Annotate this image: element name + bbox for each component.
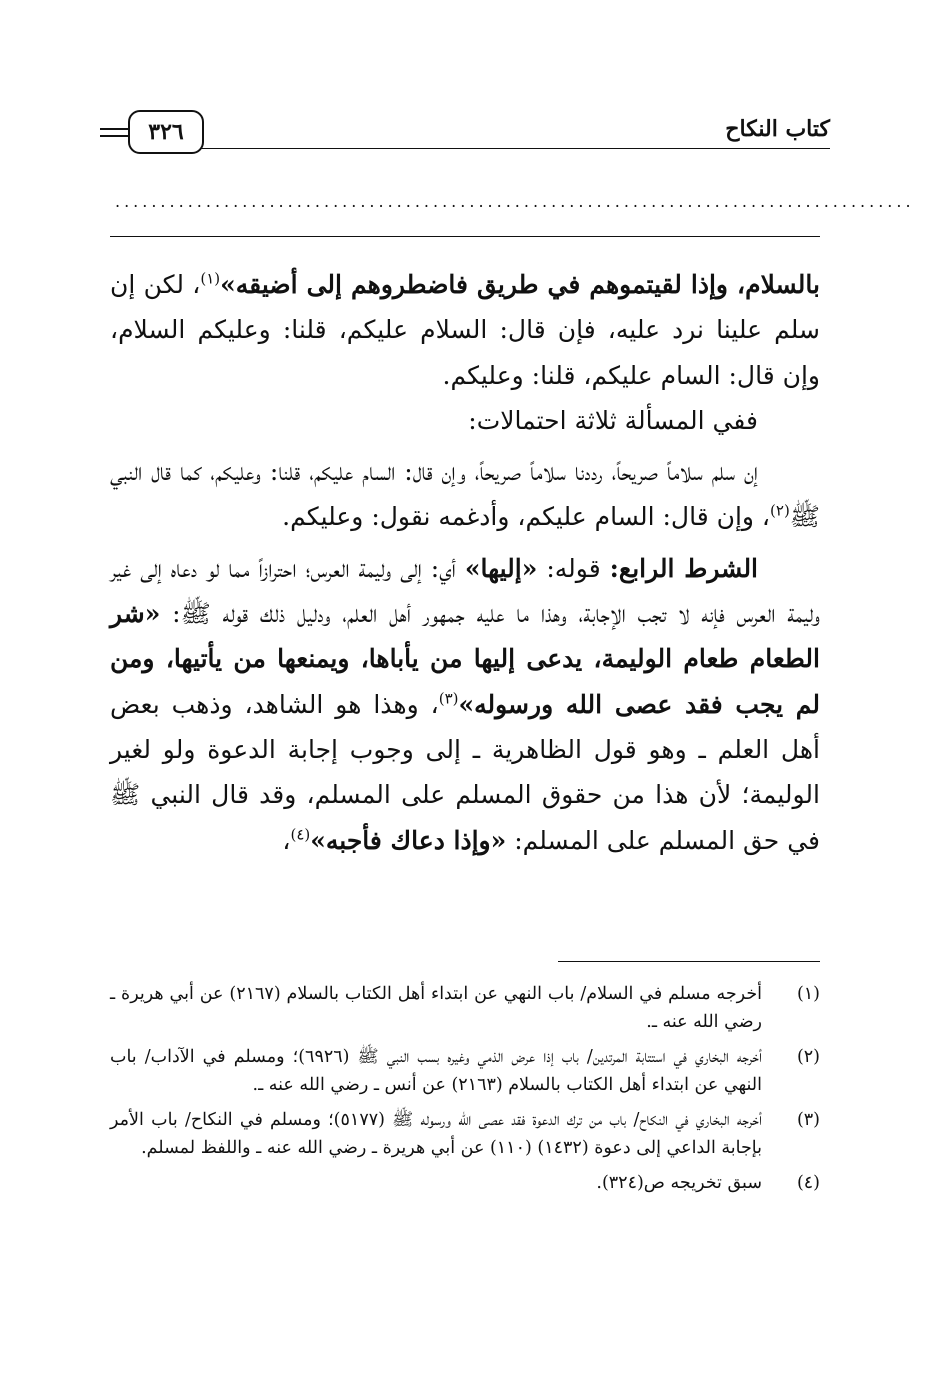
footnote-number: (١): [796, 984, 820, 1004]
bold-hadith-text: «وإذا دعاك فأجبه»: [310, 825, 507, 855]
paragraph-text: ، لكن إن سلم علينا نرد عليه، فإن قال: السلام عليكم، قلنا: وعليكم السلام، وإن قال: السام عليكم، قلنا: وعليكم.: [110, 270, 820, 390]
paragraph-text: ، وهذا هو الشاهد، وذهب بعض أهل العلم ـ وهو قول الظاهرية ـ إلى وجوب إجابة الدعوة ولو لغير الوليمة؛ لأن هذا من حقوق المسلم على المسلم، وقد قال النبي ﷺ في حق المسلم على المسلم:: [110, 689, 820, 855]
footnote-2: [110, 1043, 820, 1099]
footnote-text: أخرجه مسلم في السلام/ باب النهي عن ابتداء أهل الكتاب بالسلام (٢١٦٧) عن أبي هريرة ـ رضي الله عنه ـ.: [110, 984, 762, 1032]
bold-hadith-text: «شر الطعام طعام الوليمة، يدعى إليها من يأباها، ويمنعها من يأتيها، ومن لم يجب فقد عصى الله ورسوله»: [110, 599, 821, 719]
footnote-ref-2: (٢): [770, 502, 790, 521]
bold-hadith-text: بالسلام، وإذا لقيتموهم في طريق فاضطروهم إلى أضيقه»: [220, 270, 820, 299]
paragraph-text: قوله:: [537, 553, 610, 583]
footnote-ref-1: (١): [200, 269, 221, 288]
footnote-text: أخرجه البخاري في استتابة المرتدين/ باب إذا عرض الذمي وغيره بسب النبي ﷺ (٦٩٢٦)؛ ومسلم في الآداب/ باب النهي عن ابتداء أهل الكتاب بالسلام (٢١٦٣) عن أنس ـ رضي الله عنه ـ.: [110, 1047, 763, 1095]
footnote-1: [110, 980, 820, 1036]
paragraph-3: [110, 449, 820, 540]
header-double-line-top: [100, 128, 130, 130]
paragraph-4: [110, 546, 820, 863]
quoted-word: «إليها»: [464, 553, 538, 583]
ellipsis-separator: ........................................................................................: [115, 192, 915, 211]
page-number: ٣٢٦: [128, 110, 204, 154]
footnote-number: (٢): [796, 1047, 820, 1067]
footnote-text: سبق تخريجه ص(٣٢٤).: [596, 1173, 762, 1193]
condition-label: الشرط الرابع:: [609, 553, 759, 583]
paragraph-2: ففي المسألة ثلاثة احتمالات:: [468, 405, 758, 435]
footnote-3: [110, 1106, 820, 1162]
header-double-line-bottom: [100, 135, 130, 137]
page-header: [100, 108, 830, 160]
footnotes: [110, 980, 820, 1204]
paragraph-text: ، وإن قال: السام عليكم، وأدغمه نقول: وعليكم.: [282, 502, 771, 532]
paragraph-text: أي: إلى وليمة العرس؛ احترازاً مما لو دعاه إلى غير وليمة العرس فإنه لا تجب الإجابة، وهذا ما عليه جمهور أهل العلم، ودليل ذلك قوله ﷺ:: [110, 553, 820, 629]
footnote-text: أخرجه البخاري في النكاح/ باب من ترك الدعوة فقد عصى الله ورسوله ﷺ (٥١٧٧)؛ ومسلم في النكاح/ باب الأمر بإجابة الداعي إلى دعوة (١٤٣٢) (١١٠) عن أبي هريرة ـ رضي الله عنه ـ واللفظ لمسلم.: [110, 1110, 762, 1158]
book-title: كتاب النكاح: [725, 116, 830, 142]
main-text: [110, 262, 820, 863]
footnote-4: [110, 1169, 820, 1197]
footnote-ref-3: (٣): [438, 689, 459, 708]
header-rule: [200, 148, 830, 149]
paragraph-text: ،: [282, 825, 291, 855]
section-divider: [110, 236, 820, 237]
paragraph-text: إن سلم سلاماً صريحاً، رددنا سلاماً صريحاً، وإن قال: السام عليكم، قلنا: وعليكم، كما قال النبي ﷺ: [110, 457, 820, 532]
footnote-number: (٣): [796, 1110, 820, 1130]
paragraph-1: [110, 262, 820, 398]
footnote-number: (٤): [796, 1173, 820, 1193]
footnote-divider: [558, 961, 820, 962]
footnote-ref-4: (٤): [290, 825, 311, 844]
